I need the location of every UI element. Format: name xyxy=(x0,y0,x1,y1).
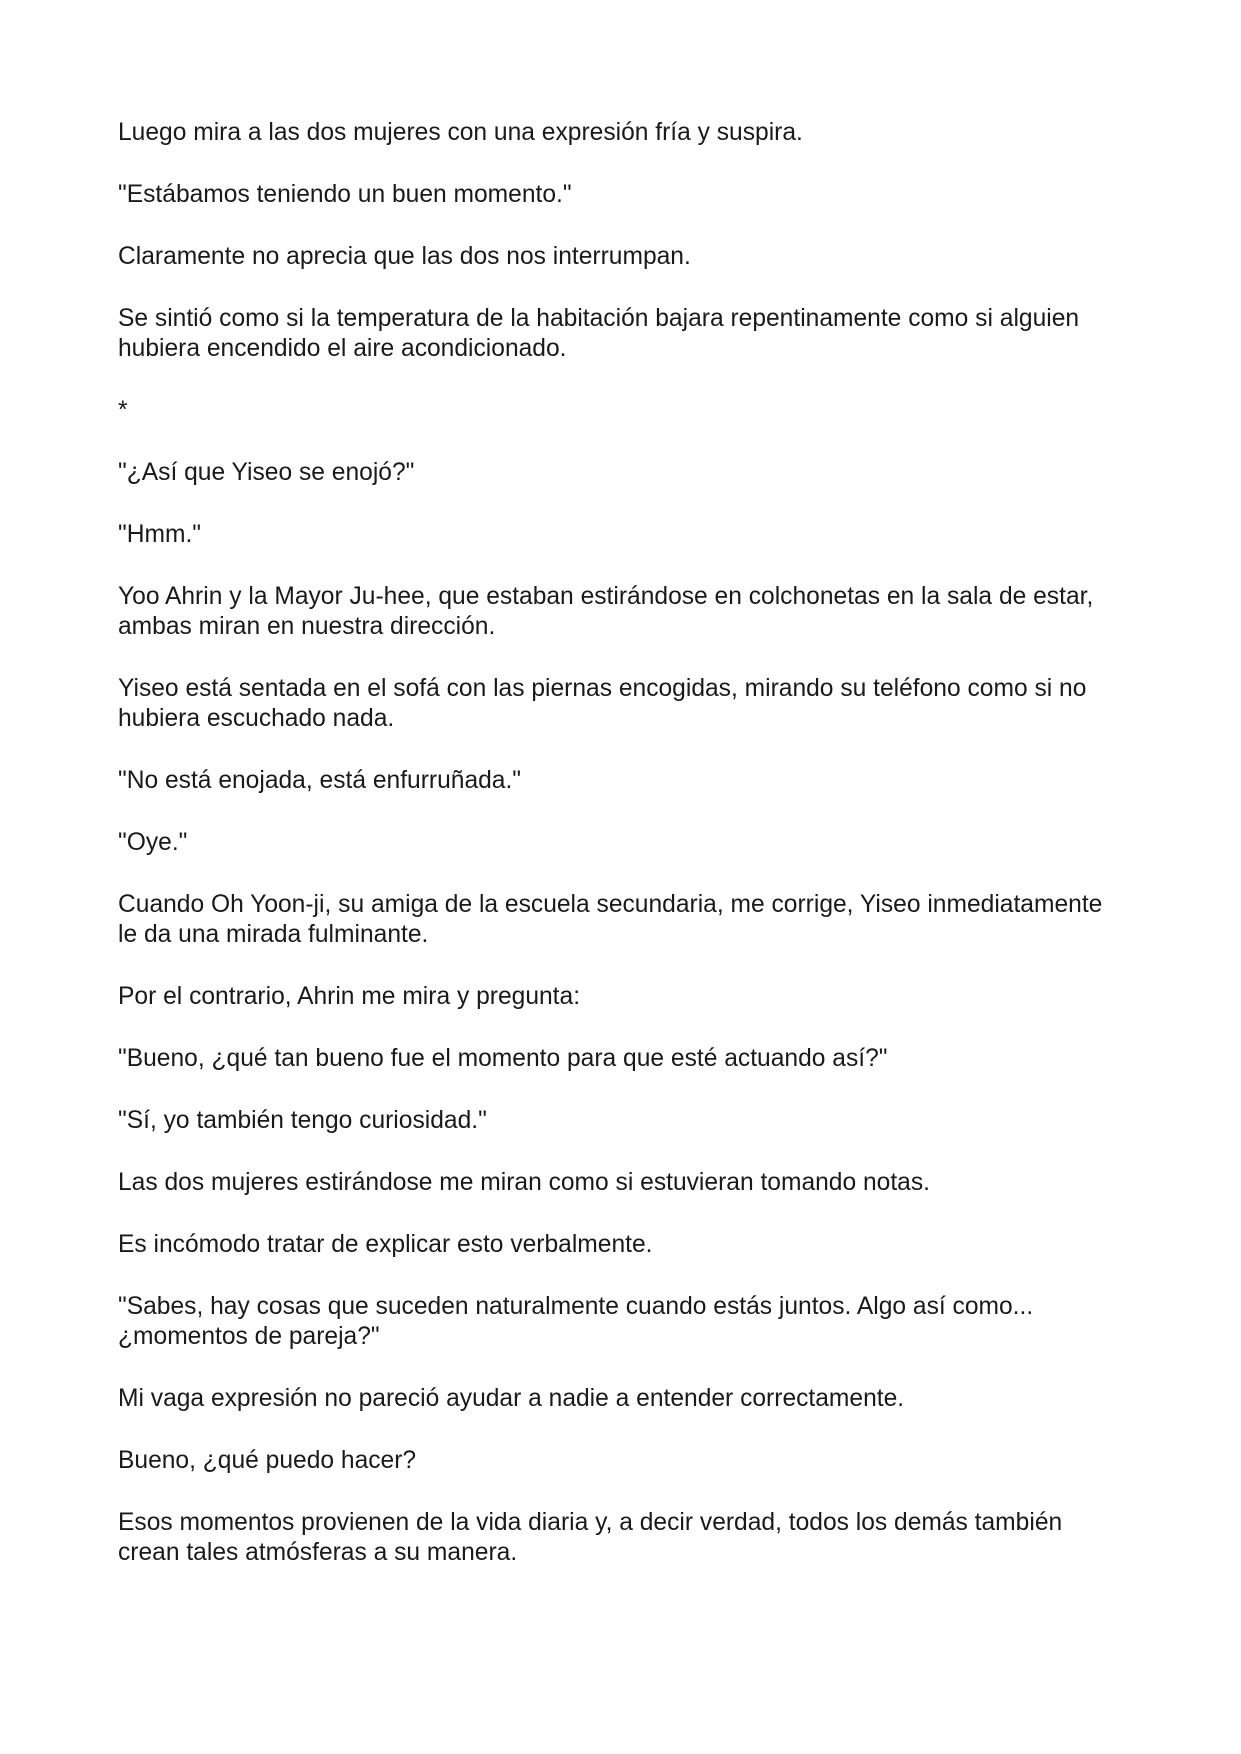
body-text xyxy=(118,118,1128,1600)
paragraph: "Estábamos teniendo un buen momento." xyxy=(118,181,572,208)
paragraph: "Bueno, ¿qué tan bueno fue el momento para que esté actuando así?" xyxy=(118,1045,888,1072)
paragraph: Claramente no aprecia que las dos nos interrumpan. xyxy=(118,243,691,270)
paragraph: Luego mira a las dos mujeres con una expresión fría y suspira. xyxy=(118,119,803,146)
paragraph: "Sí, yo también tengo curiosidad." xyxy=(118,1107,487,1134)
paragraph: Por el contrario, Ahrin me mira y pregunta: xyxy=(118,983,581,1010)
paragraph: Las dos mujeres estirándose me miran como si estuvieran tomando notas. xyxy=(118,1169,930,1196)
paragraph: Se sintió como si la temperatura de la habitación bajara repentinamente como si alguien hubiera encendido el aire acondicionado. xyxy=(118,305,1080,362)
paragraph: Es incómodo tratar de explicar esto verbalmente. xyxy=(118,1231,653,1258)
paragraph: "Oye." xyxy=(118,829,188,856)
paragraph: "No está enojada, está enfurruñada." xyxy=(118,767,522,794)
paragraph: Yoo Ahrin y la Mayor Ju-hee, que estaban estirándose en colchonetas en la sala de estar, ambas miran en nuestra dirección. xyxy=(118,583,1094,640)
paragraph: "Hmm." xyxy=(118,521,202,548)
paragraph: Yiseo está sentada en el sofá con las piernas encogidas, mirando su teléfono como si no hubiera escuchado nada. xyxy=(118,675,1087,732)
scene-break: * xyxy=(118,397,128,424)
paragraph: "Sabes, hay cosas que suceden naturalmente cuando estás juntos. Algo así como... ¿momentos de pareja?" xyxy=(118,1293,1034,1350)
paragraph: Bueno, ¿qué puedo hacer? xyxy=(118,1447,417,1474)
paragraph: Cuando Oh Yoon-ji, su amiga de la escuela secundaria, me corrige, Yiseo inmediatamente le da una mirada fulminante. xyxy=(118,891,1103,948)
paragraph: "¿Así que Yiseo se enojó?" xyxy=(118,459,415,486)
paragraph: Mi vaga expresión no pareció ayudar a nadie a entender correctamente. xyxy=(118,1385,905,1412)
paragraph: Esos momentos provienen de la vida diaria y, a decir verdad, todos los demás también crean tales atmósferas a su manera. xyxy=(118,1509,1063,1566)
